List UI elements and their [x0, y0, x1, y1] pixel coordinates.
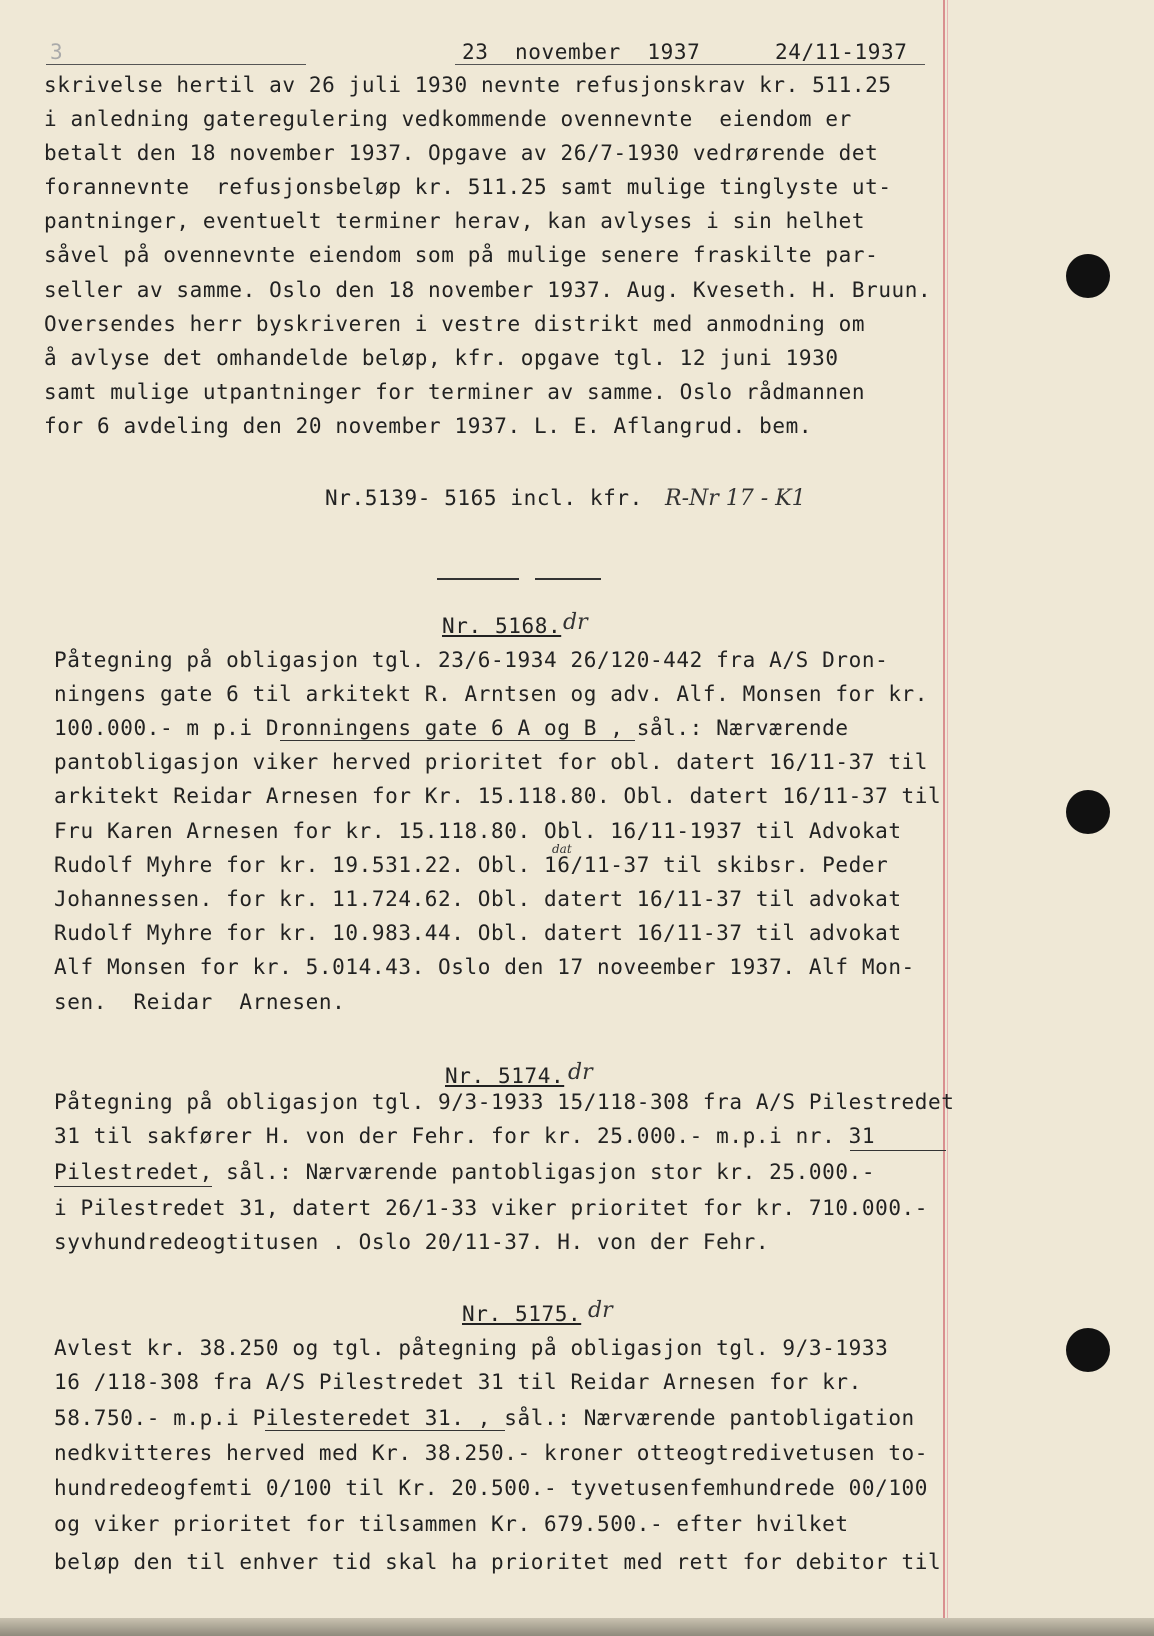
text-line: i anledning gateregulering vedkommende ovennevnte eiendom er [44, 107, 852, 131]
text-line: for 6 avdeling den 20 november 1937. L. E. Aflangrud. bem. [44, 414, 813, 438]
text-line: ningens gate 6 til arkitekt R. Arntsen og adv. Alf. Monsen for kr. [54, 682, 929, 706]
text-line: og viker prioritet for tilsammen Kr. 679.500.- efter hvilket [54, 1512, 849, 1536]
handwritten-mark: dr [568, 1060, 593, 1085]
text-line: pantninger, eventuelt terminer herav, kan avlyses i sin helhet [44, 209, 866, 233]
text-line: Alf Monsen for kr. 5.014.43. Oslo den 17 noveember 1937. Alf Mon- [54, 955, 915, 979]
text-line: 58.750.- m.p.i Pilesteredet 31. , sål.: Nærværende pantobligation [54, 1406, 915, 1430]
text-line: 31 til sakfører H. von der Fehr. for kr. 25.000.- m.p.i nr. 31 [54, 1124, 876, 1148]
text-line: samt mulige utpantninger for terminer av samme. Oslo rådmannen [44, 380, 866, 404]
text-line: beløp den til enhver tid skal ha prioritet med rett for debitor til [54, 1550, 942, 1574]
text-line: i Pilestredet 31, datert 26/1-33 viker prioritet for kr. 710.000.- [54, 1196, 929, 1220]
text-line: Pilestredet, sål.: Nærværende pantobligasjon stor kr. 25.000.- [54, 1160, 876, 1184]
punch-hole-bottom [1066, 1328, 1110, 1372]
punch-hole-middle [1066, 790, 1110, 834]
text-line: 100.000.- m p.i Dronningens gate 6 A og B , sål.: Nærværende [54, 716, 849, 740]
underline-address [265, 1430, 505, 1431]
header-date: 23 november 1937 [462, 40, 701, 64]
margin-line [943, 0, 945, 1620]
text-line: å avlyse det omhandelde beløp, kfr. opgave tgl. 12 juni 1930 [44, 346, 839, 370]
text-line: Oversendes herr byskriveren i vestre distrikt med anmodning om [44, 312, 866, 336]
text-line: nedkvitteres herved med Kr. 38.250.- kroner otteogtredivetusen to- [54, 1441, 929, 1465]
text-line: pantobligasjon viker herved prioritet for obl. datert 16/11-37 til [54, 750, 929, 774]
handwritten-mark: dr [588, 1298, 613, 1323]
punch-hole-top [1066, 254, 1110, 298]
entry-heading: Nr. 5174. [445, 1064, 565, 1088]
text-line: forannevnte refusjonsbeløp kr. 511.25 samt mulige tinglyste ut- [44, 175, 892, 199]
margin-mark: 3 [50, 40, 64, 64]
text-line: hundredeogfemti 0/100 til Kr. 20.500.- tyvetusenfemhundrede 00/100 [54, 1476, 929, 1500]
text-line: Avlest kr. 38.250 og tgl. påtegning på obligasjon tgl. 9/3-1933 [54, 1336, 889, 1360]
text-line: Påtegning på obligasjon tgl. 23/6-1934 26/120-442 fra A/S Dron- [54, 648, 889, 672]
text-line: 16 /118-308 fra A/S Pilestredet 31 til Reidar Arnesen for kr. [54, 1370, 862, 1394]
text-line: sen. Reidar Arnesen. [54, 990, 346, 1014]
text-line: arkitekt Reidar Arnesen for Kr. 15.118.80. Obl. datert 16/11-37 til [54, 784, 942, 808]
reference-line: Nr.5139- 5165 incl. kfr. [325, 486, 643, 510]
text-line: skrivelse hertil av 26 juli 1930 nevnte refusjonskrav kr. 511.25 [44, 73, 892, 97]
entry-heading: Nr. 5175. [462, 1302, 582, 1326]
text-line: Påtegning på obligasjon tgl. 9/3-1933 15/118-308 fra A/S Pilestredet [54, 1090, 955, 1114]
separator-right [535, 578, 601, 580]
text-line: Fru Karen Arnesen for kr. 15.118.80. Obl. 16/11-1937 til Advokat [54, 819, 902, 843]
handwritten-reference: R-Nr 17 - K1 [665, 486, 806, 511]
text-line: Johannessen. for kr. 11.724.62. Obl. datert 16/11-37 til advokat [54, 887, 902, 911]
header-rule-left [46, 64, 306, 65]
page-edge-shadow [0, 1618, 1154, 1636]
text-line: seller av samme. Oslo den 18 november 1937. Aug. Kveseth. H. Bruun. [44, 278, 932, 302]
header-rule [455, 64, 925, 65]
entry-heading: Nr. 5168. [442, 614, 562, 638]
text-line: Rudolf Myhre for kr. 19.531.22. Obl. 16/11-37 til skibsr. Peder [54, 853, 889, 877]
handwritten-mark: dr [563, 610, 588, 635]
underline-address [54, 1186, 212, 1187]
underline-address [280, 740, 635, 741]
text-line: syvhundredeogtitusen . Oslo 20/11-37. H. von der Fehr. [54, 1230, 770, 1254]
text-line: betalt den 18 november 1937. Opgave av 26/7-1930 vedrørende det [44, 141, 879, 165]
margin-line-secondary [947, 0, 948, 1620]
underline-address [850, 1150, 946, 1151]
header-date-registered: 24/11-1937 [775, 40, 908, 64]
separator-left [437, 578, 519, 580]
text-line: såvel på ovennevnte eiendom som på mulige senere fraskilte par- [44, 243, 879, 267]
text-line: Rudolf Myhre for kr. 10.983.44. Obl. datert 16/11-37 til advokat [54, 921, 902, 945]
handwritten-annotation: dat [552, 842, 572, 856]
